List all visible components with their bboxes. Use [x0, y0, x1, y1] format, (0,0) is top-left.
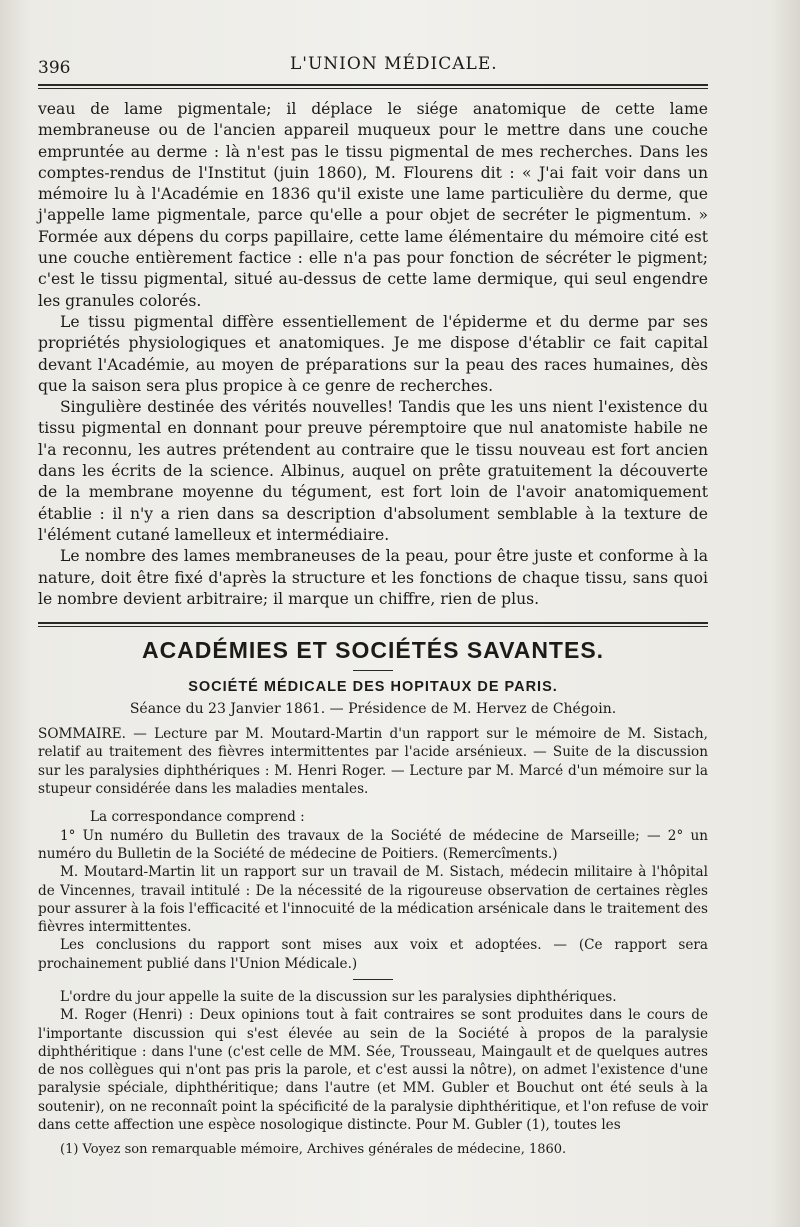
roger-paragraph: M. Roger (Henri) : Deux opinions tout à fait contraires se sont produites dans le cours de l'importante discussion qui s'est élevée au sein de la Société à propos de la paralysie diphthéritique : dans l'une (c'est celle de MM. Sée, Trousseau, Maingault et de quelques autres de nos collègues qui n'ont pas pris la parole, et c'est aussi la nôtre), on admet l'existence d'une paralysie spéciale, diphthéritique; dans l'autre (et MM. Gubler et Bouchut ont été seuls à la soutenir), on ne reconnaît point la spécificité de la paralysie diphthéritique, et l'on refuse de voir dans cette affection une espèce nosologique distincte. Pour M. Gubler (1), toutes les — [38, 1007, 708, 1134]
minutes-body — [38, 725, 708, 1134]
paragraph-nombre-lames: Le nombre des lames membraneuses de la peau, pour être juste et conforme à la nature, doit être fixé d'après la structure et les fonctions de chaque tissu, sans quoi le nombre devient arbitraire; il marque un chiffre, rien de plus. — [38, 547, 708, 608]
paragraph-tissu-pigmental: Le tissu pigmental diffère essentiellement de l'épiderme et du derme par ses propriétés physiologiques et anatomiques. Je me dispose d'établir ce fait capital devant l'Académie, au moyen de préparations sur la peau des races humaines, dès que la saison sera plus propice à ce genre de recherches. — [38, 312, 708, 395]
minor-rule — [353, 979, 393, 980]
ordre-du-jour: L'ordre du jour appelle la suite de la discussion sur les paralysies diphthériques. — [60, 988, 617, 1005]
sommaire: SOMMAIRE. — Lecture par M. Moutard-Martin d'un rapport sur le mémoire de M. Sistach, relatif au traitement des fièvres intermittentes par l'acide arsénieux. — Suite de la discussion sur les paralysies diphthériques : M. Henri Roger. — Lecture par M. Marcé d'un mémoire sur la stupeur considérée dans les maladies mentales. — [38, 726, 708, 798]
footnote: (1) Voyez son remarquable mémoire, Archives générales de médecine, 1860. — [60, 1142, 567, 1158]
section-title: ACADÉMIES ET SOCIÉTÉS SAVANTES. — [141, 637, 605, 664]
upper-article — [38, 99, 708, 610]
running-head: L'UNION MÉDICALE. — [290, 54, 498, 74]
page-number: 396 — [38, 58, 71, 78]
header-rule — [38, 84, 708, 89]
paragraph-lame-pigmentale: veau de lame pigmentale; il déplace le siége anatomique de cette lame membraneuse ou de l'ancien appareil muqueux pour le mettre dans une couche empruntée au derme : là n'est pas le tissu pigmental de mes recherches. Dans les comptes-rendus de l'Institut (juin 1860), M. Flourens dit : « J'ai fait voir dans un mémoire lu à l'Académie en 1836 qu'il existe une lame particulière du derme, que j'appelle lame pigmentale, parce qu'elle a pour objet de secréter le pigmentum. » Formée aux dépens du corps papillaire, cette lame élémentaire du mémoire cité est une couche entièrement factice : elle n'a pas pour fonction de sécréter le pigment; c'est le tissu pigmental, situé au-dessus de cette lame dermique, qui seul engendre les granules colorés. — [38, 100, 708, 310]
society-title: SOCIÉTÉ MÉDICALE DES HOPITAUX DE PARIS. — [188, 679, 558, 696]
correspondance-items: 1° Un numéro du Bulletin des travaux de la Société de médecine de Marseille; — 2° un numéro du Bulletin de la Société de médecine de Poitiers. (Remercîments.) — [38, 827, 708, 862]
correspondance-intro: La correspondance comprend : — [90, 809, 305, 826]
seance-line: Séance du 23 Janvier 1861. — Présidence de M. Hervez de Chégoin. — [129, 701, 617, 718]
section-rule — [38, 622, 708, 627]
spacer — [38, 798, 708, 808]
rapport-paragraph: M. Moutard-Martin lit un rapport sur un travail de M. Sistach, médecin militaire à l'hôpital de Vincennes, travail intitulé : De la nécessité de la rigoureuse observation de certaines règles pour assurer à la fois l'efficacité et l'innocuité de la médication arsénicale dans le traitement des fièvres intermittentes. — [38, 864, 708, 936]
page-header — [38, 44, 708, 78]
paragraph-verites-nouvelles: Singulière destinée des vérités nouvelles! Tandis que les uns nient l'existence du tissu pigmental en donnant pour preuve péremptoire que nul anatomiste habile ne l'a reconnu, les autres prétendent au contraire que le tissu nouveau est fort ancien dans les écrits de la science. Albinus, auquel on prête gratuitement la découverte de la membrane moyenne du tégument, est fort loin de l'avoir anatomiquement établie : il n'y a rien dans sa description d'absolument semblable à la texture de l'élément cutané lamelleux et intermédiaire. — [38, 398, 708, 544]
title-underline — [353, 670, 393, 671]
conclusions-paragraph: Les conclusions du rapport sont mises aux voix et adoptées. — (Ce rapport sera prochainement publié dans l'Union Médicale.) — [38, 937, 708, 972]
